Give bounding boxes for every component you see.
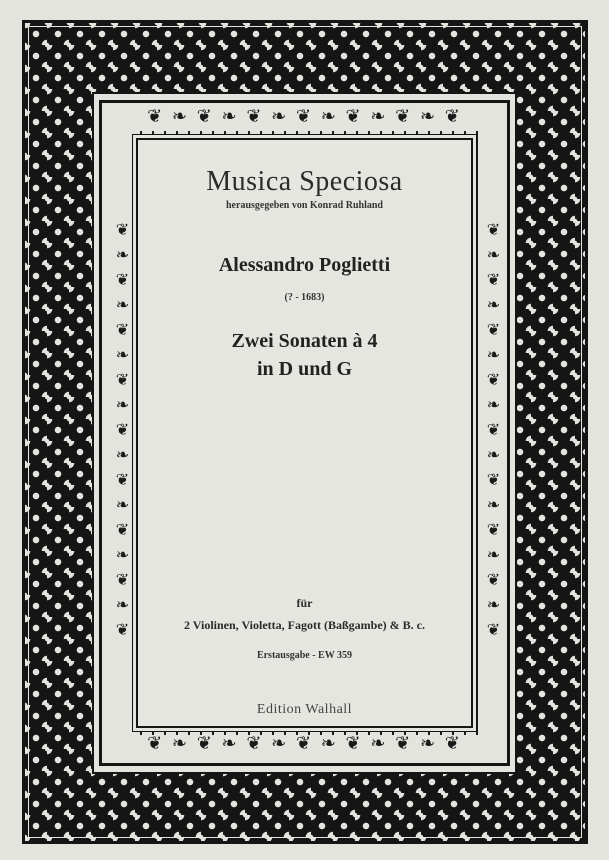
edition-number: Erstausgabe - EW 359 [256,650,353,661]
title-panel [136,138,473,728]
fleuron-column-right: ❦❧❦❧❦❧❦❧❦❧❦❧❦❧❦❧❦ [484,219,503,645]
series-editor: herausgegeben von Konrad Ruhland [226,200,383,211]
composer-name: Alessandro Poglietti [218,254,391,276]
instrumentation: 2 Violinen, Violetta, Fagott (Baßgambe) & B. c. [184,618,425,632]
fleuron-row-top: ❦ ❧ ❦ ❧ ❦ ❧ ❦ ❧ ❦ ❧ ❦ ❧ ❦ [147,106,462,127]
composer-dates: (? - 1683) [284,292,325,303]
fleuron-column-left: ❦❧❦❧❦❧❦❧❦❧❦❧❦❧❦❧❦ [113,219,132,645]
series-title: Musica Speciosa [206,166,403,197]
work-title: Zwei Sonaten à 4 [231,330,378,352]
work-keys: in D und G [256,358,353,380]
instrumentation-prefix: für [296,596,313,610]
fleuron-row-bottom: ❦ ❧ ❦ ❧ ❦ ❧ ❦ ❧ ❦ ❧ ❦ ❧ ❦ [147,733,462,754]
publisher-name: Edition Walhall [256,702,353,717]
